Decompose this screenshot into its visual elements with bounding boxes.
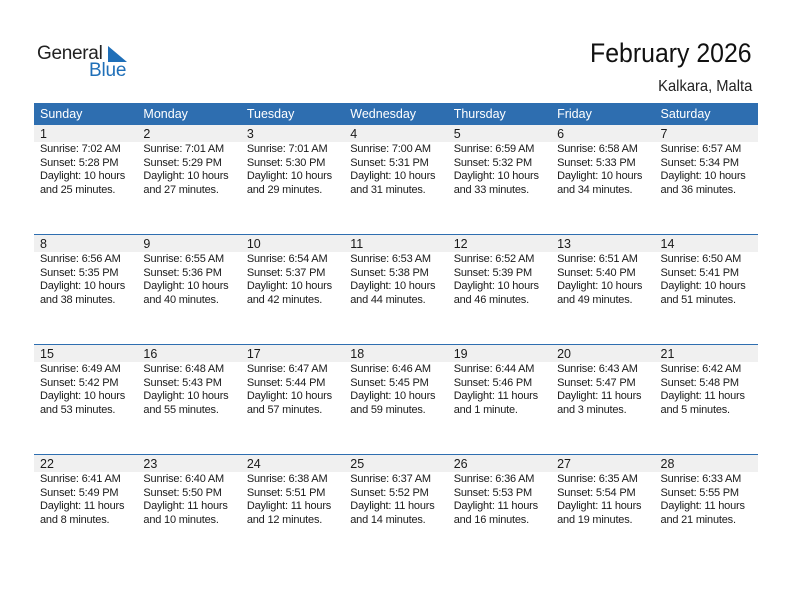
day-cell (655, 252, 758, 344)
day-number: 1 (40, 127, 47, 141)
daylight-minutes: and 34 minutes. (557, 183, 633, 196)
daylight-minutes: and 25 minutes. (40, 183, 116, 196)
daylight-minutes: and 14 minutes. (350, 513, 426, 526)
sunrise-time: Sunrise: 6:40 AM (143, 473, 224, 485)
day-info-row (34, 252, 758, 344)
logo (37, 43, 137, 83)
sunrise-time: Sunrise: 6:47 AM (246, 363, 328, 375)
daylight-minutes: and 29 minutes. (246, 183, 323, 196)
sunset-time: Sunset: 5:37 PM (246, 266, 326, 279)
day-cell (344, 472, 447, 564)
daylight-hours: Daylight: 10 hours (350, 170, 436, 182)
day-number: 23 (143, 457, 158, 471)
day-number: 22 (40, 457, 54, 471)
day-cell (137, 252, 240, 344)
sunrise-time: Sunrise: 6:43 AM (557, 363, 638, 375)
sunrise-time: Sunrise: 6:54 AM (246, 253, 328, 265)
daylight-minutes: and 49 minutes. (557, 293, 633, 306)
day-cell (34, 362, 137, 454)
daylight-minutes: and 12 minutes. (246, 513, 323, 526)
daylight-minutes: and 16 minutes. (453, 513, 529, 526)
sunrise-time: Sunrise: 6:58 AM (557, 143, 638, 155)
daylight-hours: Daylight: 10 hours (557, 280, 643, 292)
day-number: 26 (453, 457, 468, 471)
daylight-hours: Daylight: 10 hours (557, 170, 643, 182)
sunrise-time: Sunrise: 6:51 AM (557, 253, 638, 265)
day-cell (551, 472, 654, 564)
day-cell (34, 142, 137, 234)
week-row (34, 344, 758, 454)
day-cell (448, 362, 551, 454)
day-cell (344, 252, 447, 344)
daylight-minutes: and 57 minutes. (246, 403, 323, 416)
daylight-hours: Daylight: 10 hours (246, 170, 332, 182)
day-cell (137, 142, 240, 234)
daylight-hours: Daylight: 11 hours (557, 390, 642, 402)
sunset-time: Sunset: 5:40 PM (557, 266, 636, 279)
daylight-minutes: and 27 minutes. (143, 183, 219, 196)
daylight-hours: Daylight: 10 hours (143, 280, 229, 292)
sunset-time: Sunset: 5:51 PM (246, 486, 326, 499)
week-row (34, 454, 758, 564)
daylight-hours: Daylight: 11 hours (40, 500, 125, 512)
location-subtitle: Kalkara, Malta (657, 78, 752, 95)
weekday-header-saturday: Saturday (660, 107, 711, 121)
daylight-hours: Daylight: 10 hours (350, 390, 436, 402)
sunrise-time: Sunrise: 6:59 AM (453, 143, 535, 155)
day-cell (551, 142, 654, 234)
daylight-minutes: and 59 minutes. (350, 403, 426, 416)
sunset-time: Sunset: 5:33 PM (557, 156, 636, 169)
sunrise-time: Sunrise: 6:55 AM (143, 253, 224, 265)
sunset-time: Sunset: 5:42 PM (40, 376, 119, 389)
day-number: 28 (660, 457, 675, 471)
weekday-header-row (34, 103, 758, 125)
daylight-hours: Daylight: 10 hours (350, 280, 436, 292)
sunrise-time: Sunrise: 6:35 AM (557, 473, 638, 485)
daylight-minutes: and 8 minutes. (40, 513, 110, 526)
sunrise-time: Sunrise: 6:42 AM (660, 363, 742, 375)
daylight-minutes: and 21 minutes. (660, 513, 736, 526)
daylight-hours: Daylight: 10 hours (246, 390, 332, 402)
day-cell (448, 472, 551, 564)
sunrise-time: Sunrise: 6:57 AM (660, 143, 742, 155)
daylight-minutes: and 44 minutes. (350, 293, 426, 306)
daylight-hours: Daylight: 10 hours (660, 170, 746, 182)
day-info-row (34, 362, 758, 454)
day-number: 5 (453, 127, 461, 141)
daylight-minutes: and 5 minutes. (660, 403, 730, 416)
day-number: 27 (557, 457, 572, 471)
page-title: February 2026 (590, 38, 752, 68)
weekday-header-tuesday: Tuesday (246, 107, 295, 121)
sunset-time: Sunset: 5:32 PM (453, 156, 533, 169)
daylight-hours: Daylight: 10 hours (246, 280, 332, 292)
weekday-header-wednesday: Wednesday (350, 107, 417, 121)
sunrise-time: Sunrise: 6:52 AM (453, 253, 535, 265)
logo-word-general: General (37, 43, 103, 64)
weekday-header-sunday: Sunday (40, 107, 83, 121)
day-number: 8 (40, 237, 47, 251)
week-row (34, 125, 758, 234)
daylight-minutes: and 53 minutes. (40, 403, 116, 416)
sunrise-time: Sunrise: 6:56 AM (40, 253, 121, 265)
day-cell (551, 252, 654, 344)
sunset-time: Sunset: 5:31 PM (350, 156, 429, 169)
sunset-time: Sunset: 5:49 PM (40, 486, 119, 499)
sunrise-time: Sunrise: 6:49 AM (40, 363, 121, 375)
daylight-hours: Daylight: 11 hours (557, 500, 642, 512)
day-number: 13 (557, 237, 572, 251)
day-cell (448, 142, 551, 234)
day-info-row (34, 142, 758, 234)
sunset-time: Sunset: 5:38 PM (350, 266, 429, 279)
daylight-hours: Daylight: 10 hours (40, 280, 126, 292)
day-cell (241, 252, 344, 344)
daylight-hours: Daylight: 11 hours (660, 500, 745, 512)
daylight-hours: Daylight: 11 hours (143, 500, 228, 512)
day-number: 12 (453, 237, 468, 251)
sunrise-time: Sunrise: 6:37 AM (350, 473, 431, 485)
sunrise-time: Sunrise: 6:48 AM (143, 363, 224, 375)
sunset-time: Sunset: 5:36 PM (143, 266, 222, 279)
sunrise-time: Sunrise: 6:44 AM (453, 363, 535, 375)
daylight-minutes: and 19 minutes. (557, 513, 633, 526)
day-number: 9 (143, 237, 151, 251)
sunset-time: Sunset: 5:55 PM (660, 486, 739, 499)
day-info-row (34, 472, 758, 564)
sunrise-time: Sunrise: 6:53 AM (350, 253, 431, 265)
sunset-time: Sunset: 5:46 PM (453, 376, 533, 389)
sunset-time: Sunset: 5:34 PM (660, 156, 739, 169)
day-number: 21 (660, 347, 675, 361)
sunrise-time: Sunrise: 7:02 AM (40, 143, 121, 155)
day-number: 2 (143, 127, 151, 141)
sunset-time: Sunset: 5:45 PM (350, 376, 429, 389)
sunrise-time: Sunrise: 7:01 AM (143, 143, 224, 155)
weekday-header-friday: Friday (557, 107, 592, 121)
sunset-time: Sunset: 5:41 PM (660, 266, 739, 279)
day-number: 16 (143, 347, 158, 361)
daylight-hours: Daylight: 10 hours (660, 280, 746, 292)
daylight-minutes: and 42 minutes. (246, 293, 323, 306)
weekday-header-monday: Monday (143, 107, 188, 121)
daylight-hours: Daylight: 10 hours (453, 170, 539, 182)
sunrise-time: Sunrise: 6:41 AM (40, 473, 121, 485)
day-number: 4 (350, 127, 358, 141)
sunset-time: Sunset: 5:50 PM (143, 486, 222, 499)
day-cell (551, 362, 654, 454)
day-cell (655, 472, 758, 564)
day-number: 10 (246, 237, 261, 251)
daylight-minutes: and 3 minutes. (557, 403, 627, 416)
day-cell (241, 142, 344, 234)
daylight-minutes: and 33 minutes. (453, 183, 529, 196)
day-cell (241, 362, 344, 454)
day-number: 14 (660, 237, 675, 251)
sunrise-time: Sunrise: 7:00 AM (350, 143, 431, 155)
daylight-minutes: and 46 minutes. (453, 293, 529, 306)
daylight-minutes: and 36 minutes. (660, 183, 736, 196)
logo-word-blue: Blue (89, 60, 127, 81)
day-cell (344, 142, 447, 234)
calendar-grid (34, 103, 758, 564)
sunset-time: Sunset: 5:48 PM (660, 376, 739, 389)
day-cell (655, 362, 758, 454)
daylight-minutes: and 1 minute. (453, 403, 518, 416)
day-number: 3 (246, 127, 254, 141)
sunset-time: Sunset: 5:30 PM (246, 156, 326, 169)
sunrise-time: Sunrise: 6:38 AM (246, 473, 328, 485)
daylight-minutes: and 51 minutes. (660, 293, 736, 306)
daylight-hours: Daylight: 11 hours (453, 390, 538, 402)
sunset-time: Sunset: 5:28 PM (40, 156, 119, 169)
daylight-minutes: and 40 minutes. (143, 293, 219, 306)
sunrise-time: Sunrise: 7:01 AM (246, 143, 328, 155)
daylight-hours: Daylight: 11 hours (453, 500, 538, 512)
day-number: 19 (453, 347, 468, 361)
daylight-hours: Daylight: 10 hours (40, 170, 126, 182)
day-number: 7 (660, 127, 668, 141)
day-cell (241, 472, 344, 564)
sunrise-time: Sunrise: 6:46 AM (350, 363, 431, 375)
day-number-row (34, 125, 758, 142)
daylight-hours: Daylight: 11 hours (350, 500, 435, 512)
day-cell (34, 252, 137, 344)
sunset-time: Sunset: 5:35 PM (40, 266, 119, 279)
daylight-minutes: and 31 minutes. (350, 183, 426, 196)
daylight-minutes: and 38 minutes. (40, 293, 116, 306)
day-cell (655, 142, 758, 234)
daylight-hours: Daylight: 10 hours (40, 390, 126, 402)
day-number-row (34, 455, 758, 472)
sunset-time: Sunset: 5:29 PM (143, 156, 222, 169)
sunrise-time: Sunrise: 6:50 AM (660, 253, 742, 265)
day-number: 24 (246, 457, 261, 471)
day-number: 11 (350, 237, 364, 251)
sunrise-time: Sunrise: 6:33 AM (660, 473, 742, 485)
day-cell (344, 362, 447, 454)
weekday-header-thursday: Thursday (453, 107, 506, 121)
sunset-time: Sunset: 5:52 PM (350, 486, 429, 499)
sunset-time: Sunset: 5:53 PM (453, 486, 533, 499)
daylight-minutes: and 55 minutes. (143, 403, 219, 416)
day-number: 6 (557, 127, 565, 141)
day-number: 17 (246, 347, 261, 361)
sunset-time: Sunset: 5:54 PM (557, 486, 636, 499)
day-number: 20 (557, 347, 572, 361)
sunset-time: Sunset: 5:47 PM (557, 376, 636, 389)
day-number-row (34, 235, 758, 252)
day-cell (137, 362, 240, 454)
day-cell (34, 472, 137, 564)
day-cell (137, 472, 240, 564)
day-number: 18 (350, 347, 365, 361)
sunrise-time: Sunrise: 6:36 AM (453, 473, 535, 485)
day-number: 15 (40, 347, 54, 361)
daylight-hours: Daylight: 10 hours (453, 280, 539, 292)
week-row (34, 234, 758, 344)
sunset-time: Sunset: 5:43 PM (143, 376, 222, 389)
sunset-time: Sunset: 5:39 PM (453, 266, 533, 279)
sunset-time: Sunset: 5:44 PM (246, 376, 326, 389)
day-cell (448, 252, 551, 344)
daylight-hours: Daylight: 10 hours (143, 170, 229, 182)
daylight-minutes: and 10 minutes. (143, 513, 219, 526)
daylight-hours: Daylight: 11 hours (246, 500, 332, 512)
daylight-hours: Daylight: 11 hours (660, 390, 745, 402)
day-number: 25 (350, 457, 365, 471)
day-number-row (34, 345, 758, 362)
daylight-hours: Daylight: 10 hours (143, 390, 229, 402)
